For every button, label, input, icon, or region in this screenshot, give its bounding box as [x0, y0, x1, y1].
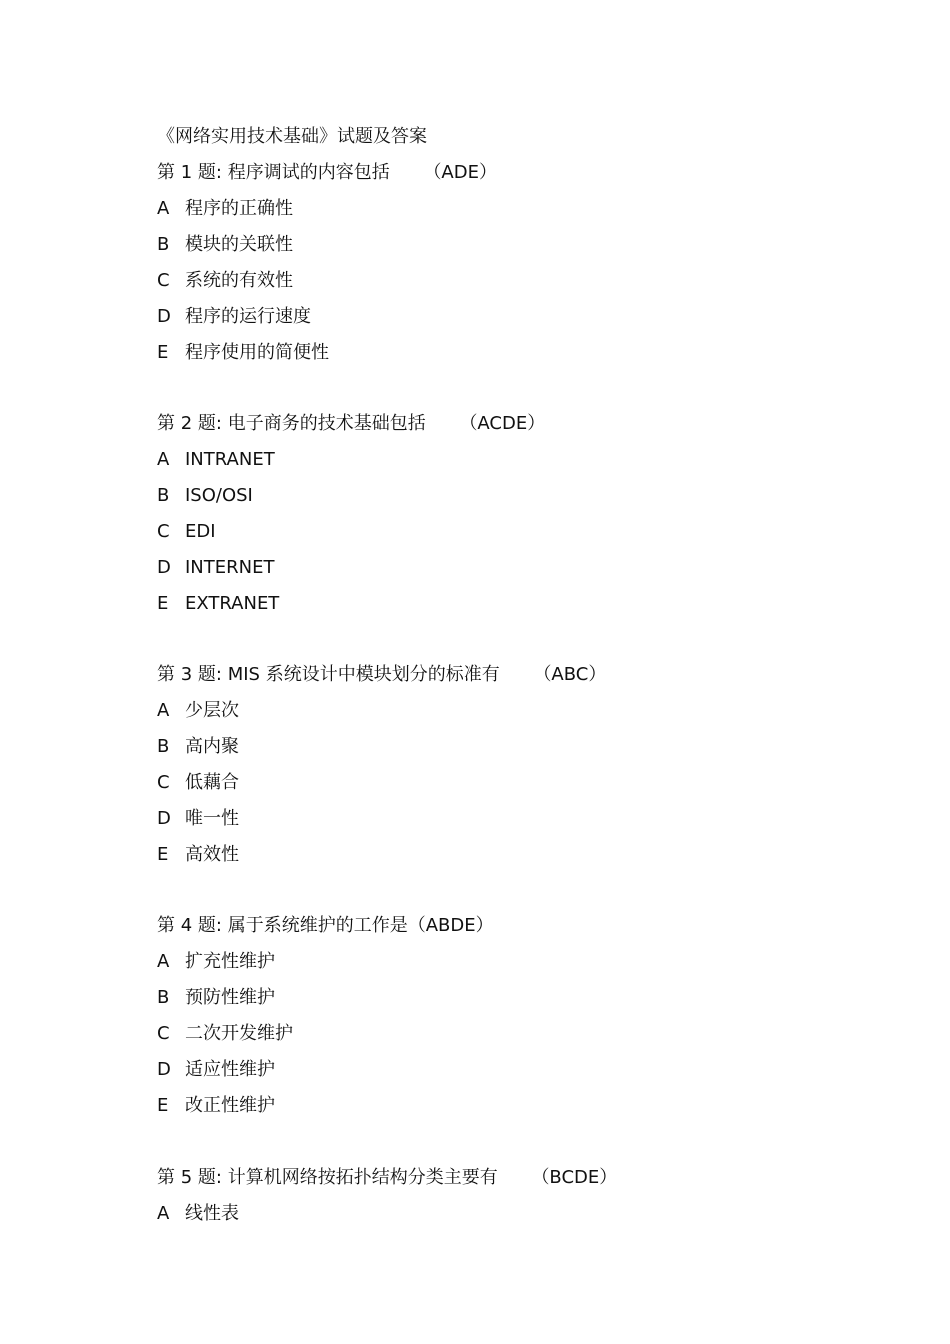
option-e	[157, 842, 857, 868]
option-text: 改正性维护	[185, 1095, 275, 1116]
question-text: 电子商务的技术基础包括	[227, 413, 426, 434]
option-text: ISO/OSI	[185, 485, 253, 506]
question-text: 计算机网络按拓扑结构分类主要有	[227, 1167, 498, 1188]
question-header	[157, 662, 857, 688]
option-d	[157, 555, 857, 581]
option-text: EDI	[185, 521, 216, 542]
option-letter: A	[157, 1203, 170, 1224]
option-list	[157, 949, 857, 1119]
option-letter: A	[157, 951, 170, 972]
question-number: 第 2 题:	[157, 413, 222, 434]
option-text: 扩充性维护	[185, 951, 275, 972]
option-text: 高效性	[185, 844, 239, 865]
option-c	[157, 1021, 857, 1047]
option-list	[157, 196, 857, 366]
option-letter: E	[157, 1095, 169, 1116]
option-letter: A	[157, 700, 170, 721]
question-4	[157, 913, 857, 1119]
option-list	[157, 447, 857, 617]
option-b	[157, 985, 857, 1011]
option-d	[157, 806, 857, 832]
option-d	[157, 304, 857, 330]
option-b	[157, 483, 857, 509]
question-number: 第 1 题:	[157, 162, 222, 183]
option-letter: A	[157, 198, 170, 219]
question-1	[157, 160, 857, 366]
option-e	[157, 591, 857, 617]
option-text: EXTRANET	[185, 593, 280, 614]
question-number: 第 4 题:	[157, 915, 222, 936]
option-letter: B	[157, 485, 170, 506]
question-answer: （ABC）	[533, 664, 607, 685]
option-letter: E	[157, 342, 169, 363]
option-letter: E	[157, 593, 169, 614]
option-letter: C	[157, 772, 170, 793]
option-e	[157, 340, 857, 366]
option-c	[157, 770, 857, 796]
question-text: MIS 系统设计中模块划分的标准有	[227, 664, 500, 685]
question-answer: （ADE）	[423, 162, 497, 183]
question-answer: （BCDE）	[531, 1167, 618, 1188]
option-letter: B	[157, 987, 170, 1008]
option-text: 程序的运行速度	[185, 306, 311, 327]
option-text: 模块的关联性	[185, 234, 293, 255]
option-text: 二次开发维护	[185, 1023, 293, 1044]
option-list	[157, 698, 857, 868]
option-a	[157, 447, 857, 473]
option-e	[157, 1093, 857, 1119]
question-answer: （ACDE）	[459, 413, 546, 434]
option-letter: E	[157, 844, 169, 865]
option-text: 少层次	[185, 700, 239, 721]
document-title: 《网络实用技术基础》试题及答案	[157, 126, 427, 147]
option-text: 唯一性	[185, 808, 239, 829]
option-letter: C	[157, 270, 170, 291]
option-letter: B	[157, 736, 170, 757]
question-2	[157, 411, 857, 617]
option-a	[157, 1201, 857, 1227]
option-list	[157, 1201, 857, 1227]
option-text: 系统的有效性	[185, 270, 293, 291]
option-b	[157, 734, 857, 760]
question-5	[157, 1165, 857, 1227]
option-c	[157, 268, 857, 294]
question-3	[157, 662, 857, 868]
question-answer: （ABDE）	[407, 915, 494, 936]
option-text: 程序的正确性	[185, 198, 293, 219]
option-a	[157, 698, 857, 724]
option-letter: D	[157, 557, 171, 578]
option-letter: C	[157, 1023, 170, 1044]
option-letter: D	[157, 808, 171, 829]
option-letter: D	[157, 306, 171, 327]
question-header	[157, 160, 857, 186]
option-a	[157, 196, 857, 222]
question-number: 第 3 题:	[157, 664, 222, 685]
question-header	[157, 913, 857, 939]
option-letter: B	[157, 234, 170, 255]
option-b	[157, 232, 857, 258]
question-text: 程序调试的内容包括	[227, 162, 390, 183]
option-c	[157, 519, 857, 545]
question-number: 第 5 题:	[157, 1167, 222, 1188]
option-text: INTERNET	[185, 557, 275, 578]
option-text: 高内聚	[185, 736, 239, 757]
question-header	[157, 411, 857, 437]
option-text: 程序使用的简便性	[185, 342, 329, 363]
option-letter: C	[157, 521, 170, 542]
question-header	[157, 1165, 857, 1191]
option-letter: D	[157, 1059, 171, 1080]
option-text: 预防性维护	[185, 987, 275, 1008]
option-text: 适应性维护	[185, 1059, 275, 1080]
question-text: 属于系统维护的工作是	[227, 915, 408, 936]
option-text: 低藕合	[185, 772, 239, 793]
option-text: INTRANET	[185, 449, 275, 470]
option-text: 线性表	[185, 1203, 239, 1224]
option-d	[157, 1057, 857, 1083]
option-letter: A	[157, 449, 170, 470]
option-a	[157, 949, 857, 975]
